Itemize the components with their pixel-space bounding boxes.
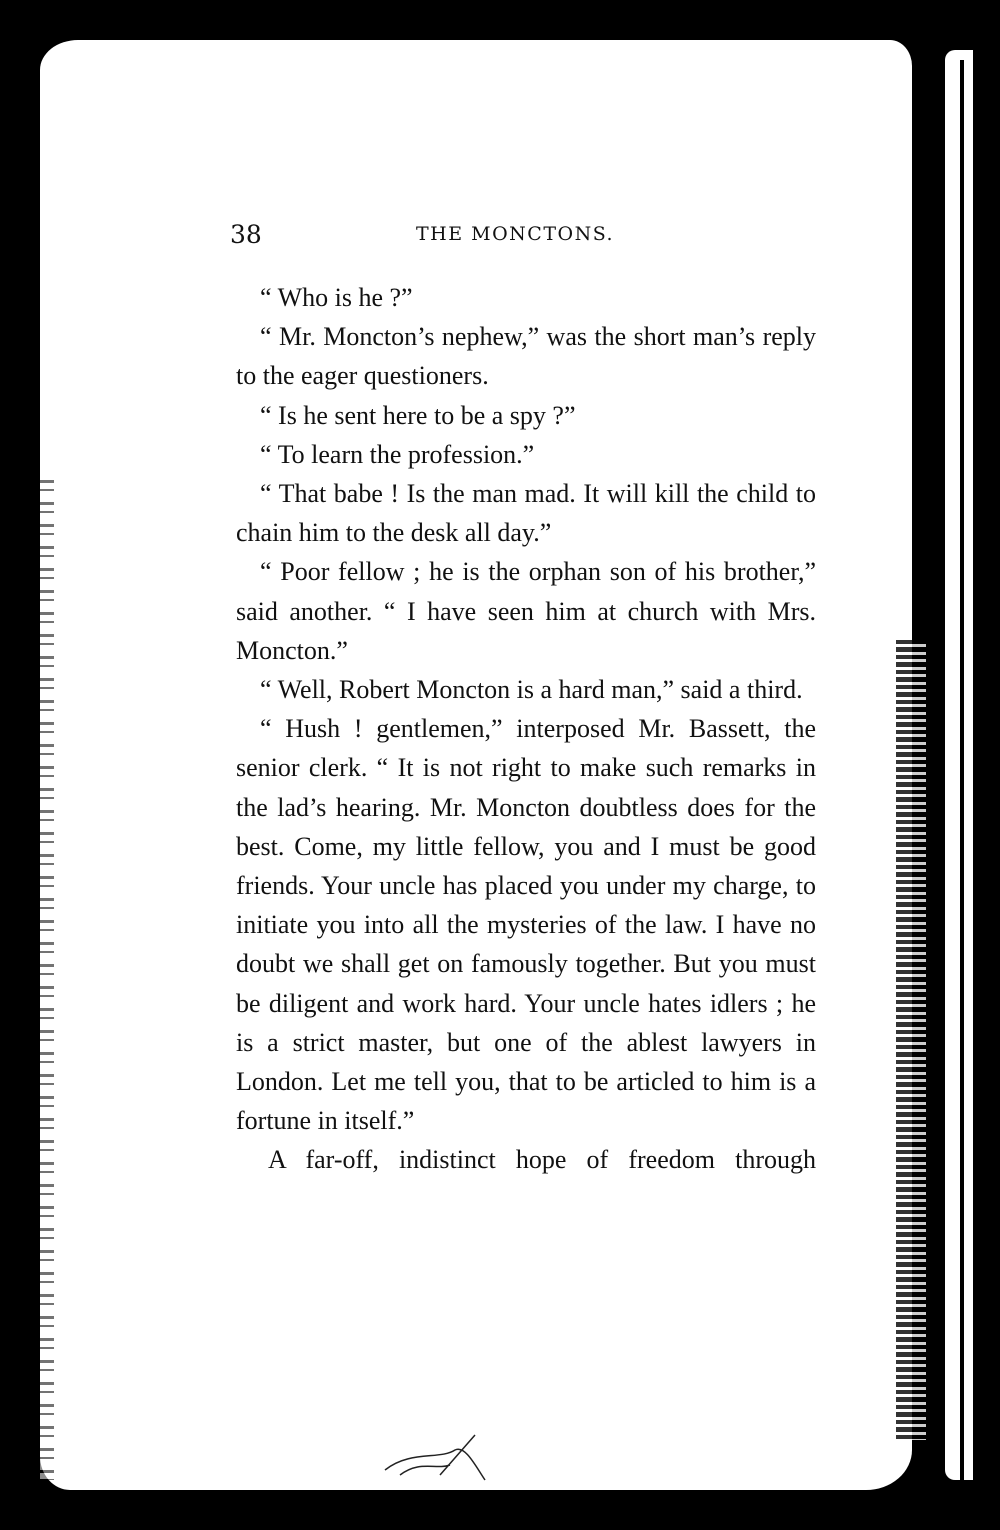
paragraph: “ Well, Robert Moncton is a hard man,” said a third.: [260, 675, 803, 705]
adjacent-page-edge: [945, 50, 973, 1480]
paragraph: “ To learn the profession.”: [260, 439, 535, 469]
paragraph: “ Mr. Moncton’s nephew,” was the short man’s reply to the eager questioners.: [236, 322, 816, 391]
page-number: 38: [230, 220, 262, 249]
paragraph: “ That babe ! Is the man mad. It will kill the child to chain him to the desk all day.”: [236, 479, 816, 548]
body-text: [236, 278, 816, 1180]
paragraph: “ Hush ! gentlemen,” interposed Mr. Bassett, the senior clerk. “ It is not right to make such remarks in the lad’s hearing. Mr. Moncton doubtless does for the best. Come, my little fellow, you and I must be good friends. Your uncle has placed you under my charge, to initiate you into all the mysteries of the law. I have no doubt we shall get on famously together. But you must be diligent and work hard. Your uncle hates idlers ; he is a strict master, but one of the ablest lawyers in London. Let me tell you, that to be articled to him is a fortune in itself.”: [236, 714, 816, 1136]
left-page-edge-noise: [40, 480, 54, 1480]
paragraph: “ Is he sent here to be a spy ?”: [260, 400, 576, 430]
pen-mark-squiggle: [380, 1430, 490, 1490]
paragraph: “ Poor fellow ; he is the orphan son of his brother,” said another. “ I have seen him at church with Mrs. Moncton.”: [236, 557, 816, 665]
paragraph-continued: A far-off, indistinct hope of freedom through: [268, 1145, 816, 1175]
page-gutter-shadow: [960, 60, 964, 1480]
running-header: [230, 220, 830, 254]
paragraph: “ Who is he ?”: [260, 283, 413, 312]
right-page-edge-noise: [896, 640, 926, 1440]
running-title: THE MONCTONS.: [416, 223, 615, 245]
